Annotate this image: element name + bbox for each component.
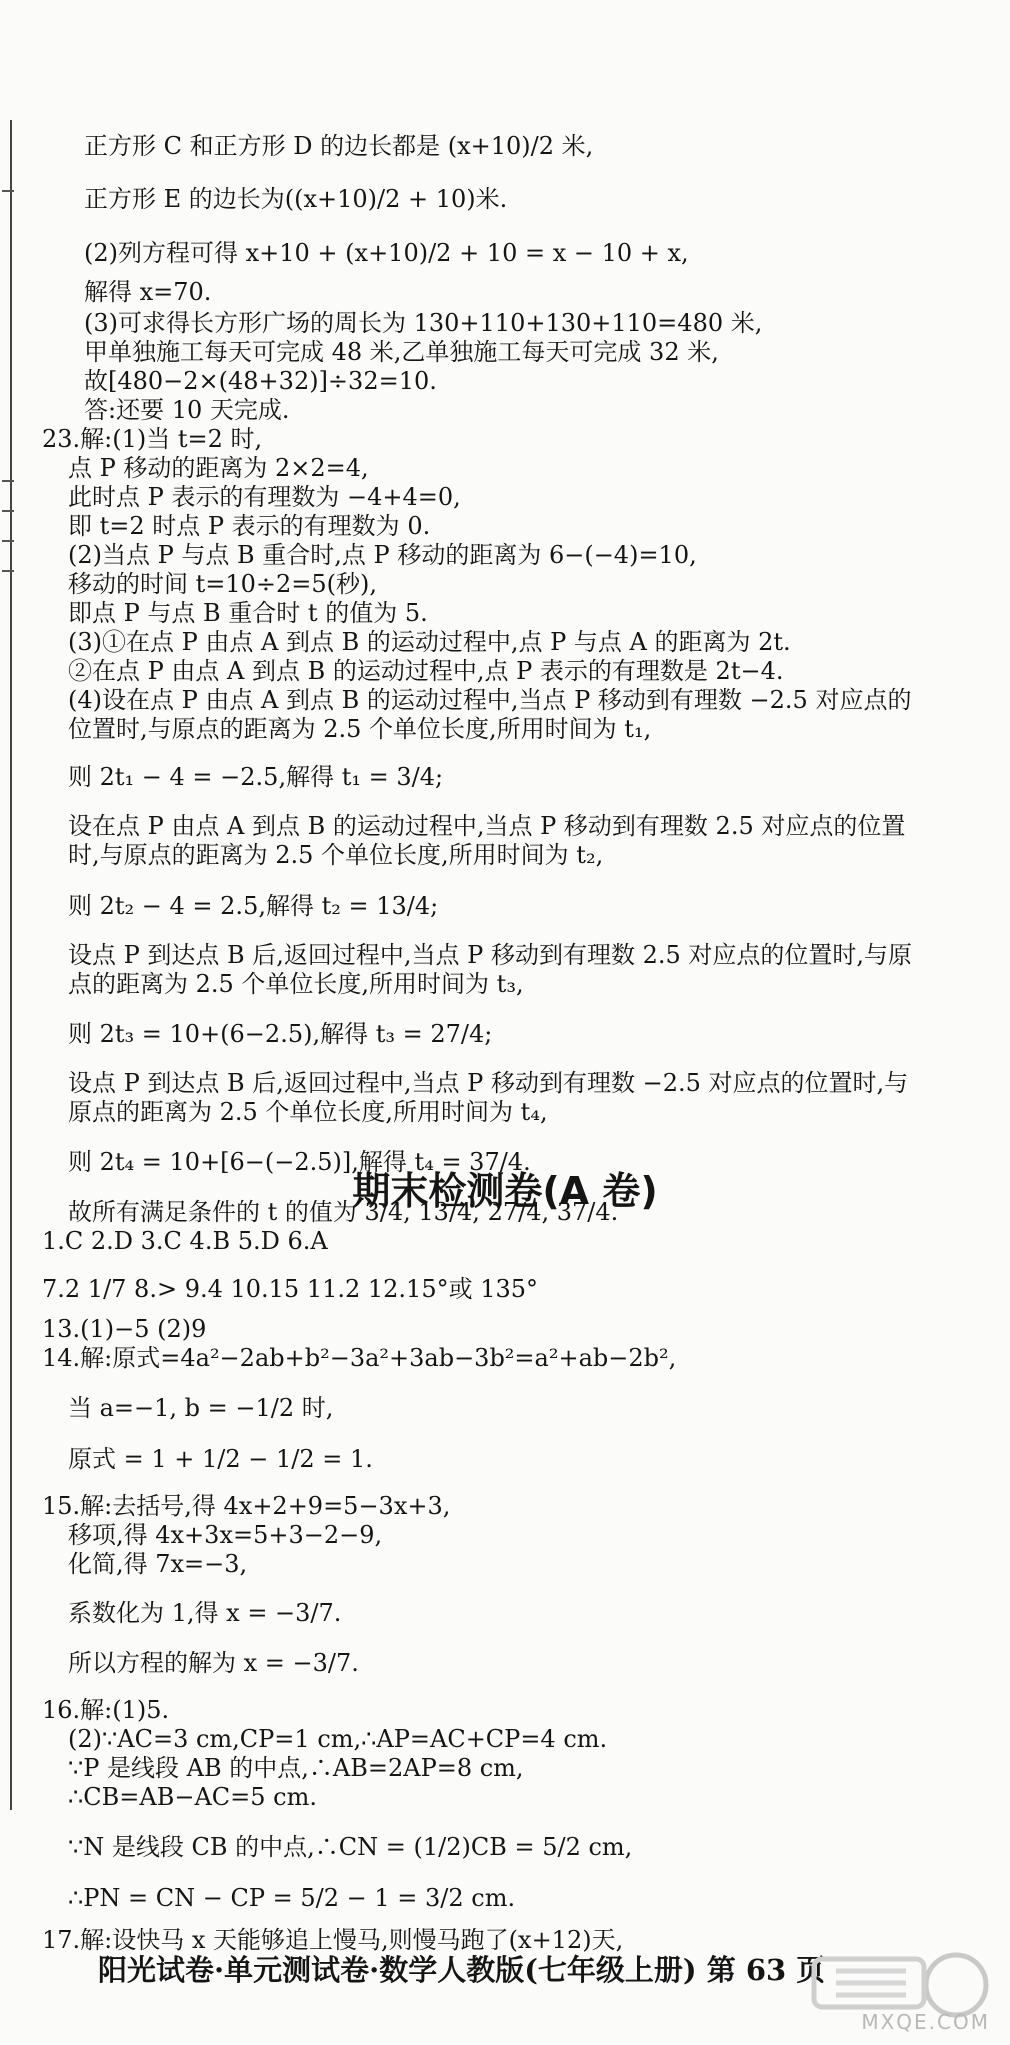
text-line: 解得 x=70.: [84, 278, 212, 306]
text-line: ∴CB=AB−AC=5 cm.: [68, 1783, 317, 1811]
text-line: 设在点 P 由点 A 到点 B 的运动过程中,当点 P 移动到有理数 2.5 对应点的位置: [68, 812, 906, 840]
binding-margin-line: [10, 120, 12, 1810]
text-line: 正方形 C 和正方形 D 的边长都是 (x+10)/2 米,: [84, 132, 594, 160]
margin-tick: [2, 190, 14, 192]
page-footer: 阳光试卷·单元测试卷·数学人教版(七年级上册) 第 63 页: [98, 1953, 826, 1987]
text-line: 时,与原点的距离为 2.5 个单位长度,所用时间为 t₂,: [68, 841, 604, 869]
text-line: 甲单独施工每天可完成 48 米,乙单独施工每天可完成 32 米,: [84, 338, 719, 366]
text-line: (2)列方程可得 x+10 + (x+10)/2 + 10 = x − 10 + x,: [84, 239, 689, 267]
text-line: 故[480−2×(48+32)]÷32=10.: [84, 367, 437, 395]
text-line: (2)∵AC=3 cm,CP=1 cm,∴AP=AC+CP=4 cm.: [68, 1725, 608, 1753]
text-line: 故所有满足条件的 t 的值为 3/4, 13/4, 27/4, 37/4.: [68, 1198, 619, 1226]
text-line: 移项,得 4x+3x=5+3−2−9,: [68, 1521, 383, 1549]
text-line: 原式 = 1 + 1/2 − 1/2 = 1.: [68, 1445, 373, 1473]
text-line: ∵N 是线段 CB 的中点,∴CN = (1/2)CB = 5/2 cm,: [68, 1833, 633, 1861]
text-line: 14.解:原式=4a²−2ab+b²−3a²+3ab−3b²=a²+ab−2b²,: [42, 1344, 677, 1372]
text-line: 答:还要 10 天完成.: [84, 396, 290, 424]
text-line: 16.解:(1)5.: [42, 1696, 170, 1724]
margin-tick: [2, 480, 14, 482]
text-line: 则 2t₁ − 4 = −2.5,解得 t₁ = 3/4;: [68, 763, 444, 791]
text-line: 17.解:设快马 x 天能够追上慢马,则慢马跑了(x+12)天,: [42, 1926, 624, 1954]
text-line: 7.2 1/7 8.> 9.4 10.15 11.2 12.15°或 135°: [42, 1275, 539, 1303]
section-heading: 期末检测卷(A 卷): [352, 1169, 658, 1213]
text-line: 当 a=−1, b = −1/2 时,: [68, 1394, 334, 1422]
text-line: 15.解:去括号,得 4x+2+9=5−3x+3,: [42, 1492, 451, 1520]
text-line: 即点 P 与点 B 重合时 t 的值为 5.: [68, 599, 428, 627]
text-line: 点 P 移动的距离为 2×2=4,: [68, 454, 369, 482]
text-line: (4)设在点 P 由点 A 到点 B 的运动过程中,当点 P 移动到有理数 −2.5 对应点的: [68, 686, 912, 714]
text-line: ∴PN = CN − CP = 5/2 − 1 = 3/2 cm.: [68, 1884, 516, 1912]
margin-tick: [2, 570, 14, 572]
text-line: 1.C 2.D 3.C 4.B 5.D 6.A: [42, 1227, 328, 1255]
text-line: 此时点 P 表示的有理数为 −4+4=0,: [68, 483, 461, 511]
text-line: 设点 P 到达点 B 后,返回过程中,当点 P 移动到有理数 2.5 对应点的位置时,与原: [68, 941, 913, 969]
watermark-text: MXQE.COM: [861, 2010, 990, 2034]
text-line: 则 2t₃ = 10+(6−2.5),解得 t₃ = 27/4;: [68, 1020, 493, 1048]
text-line: (3)①在点 P 由点 A 到点 B 的运动过程中,点 P 与点 A 的距离为 2t.: [68, 628, 791, 656]
text-line: (2)当点 P 与点 B 重合时,点 P 移动的距离为 6−(−4)=10,: [68, 541, 697, 569]
text-line: 即 t=2 时点 P 表示的有理数为 0.: [68, 512, 431, 540]
text-line: 点的距离为 2.5 个单位长度,所用时间为 t₃,: [68, 970, 524, 998]
text-line: 则 2t₄ = 10+[6−(−2.5)],解得 t₄ = 37/4.: [68, 1148, 531, 1176]
text-line: ∵P 是线段 AB 的中点,∴AB=2AP=8 cm,: [68, 1754, 524, 1782]
text-line: 所以方程的解为 x = −3/7.: [68, 1649, 359, 1677]
text-line: 正方形 E 的边长为((x+10)/2 + 10)米.: [84, 185, 508, 213]
text-line: 系数化为 1,得 x = −3/7.: [68, 1599, 342, 1627]
text-line: (3)可求得长方形广场的周长为 130+110+130+110=480 米,: [84, 309, 763, 337]
text-line: 23.解:(1)当 t=2 时,: [42, 425, 263, 453]
text-line: 设点 P 到达点 B 后,返回过程中,当点 P 移动到有理数 −2.5 对应点的位置时,与: [68, 1069, 909, 1097]
margin-tick: [2, 540, 14, 542]
text-line: 则 2t₂ − 4 = 2.5,解得 t₂ = 13/4;: [68, 892, 439, 920]
text-line: 化简,得 7x=−3,: [68, 1550, 248, 1578]
text-line: 移动的时间 t=10÷2=5(秒),: [68, 570, 378, 598]
text-line: 位置时,与原点的距离为 2.5 个单位长度,所用时间为 t₁,: [68, 715, 652, 743]
text-line: ②在点 P 由点 A 到点 B 的运动过程中,点 P 表示的有理数是 2t−4.: [68, 657, 784, 685]
margin-tick: [2, 510, 14, 512]
text-line: 13.(1)−5 (2)9: [42, 1315, 207, 1343]
text-line: 原点的距离为 2.5 个单位长度,所用时间为 t₄,: [68, 1098, 548, 1126]
